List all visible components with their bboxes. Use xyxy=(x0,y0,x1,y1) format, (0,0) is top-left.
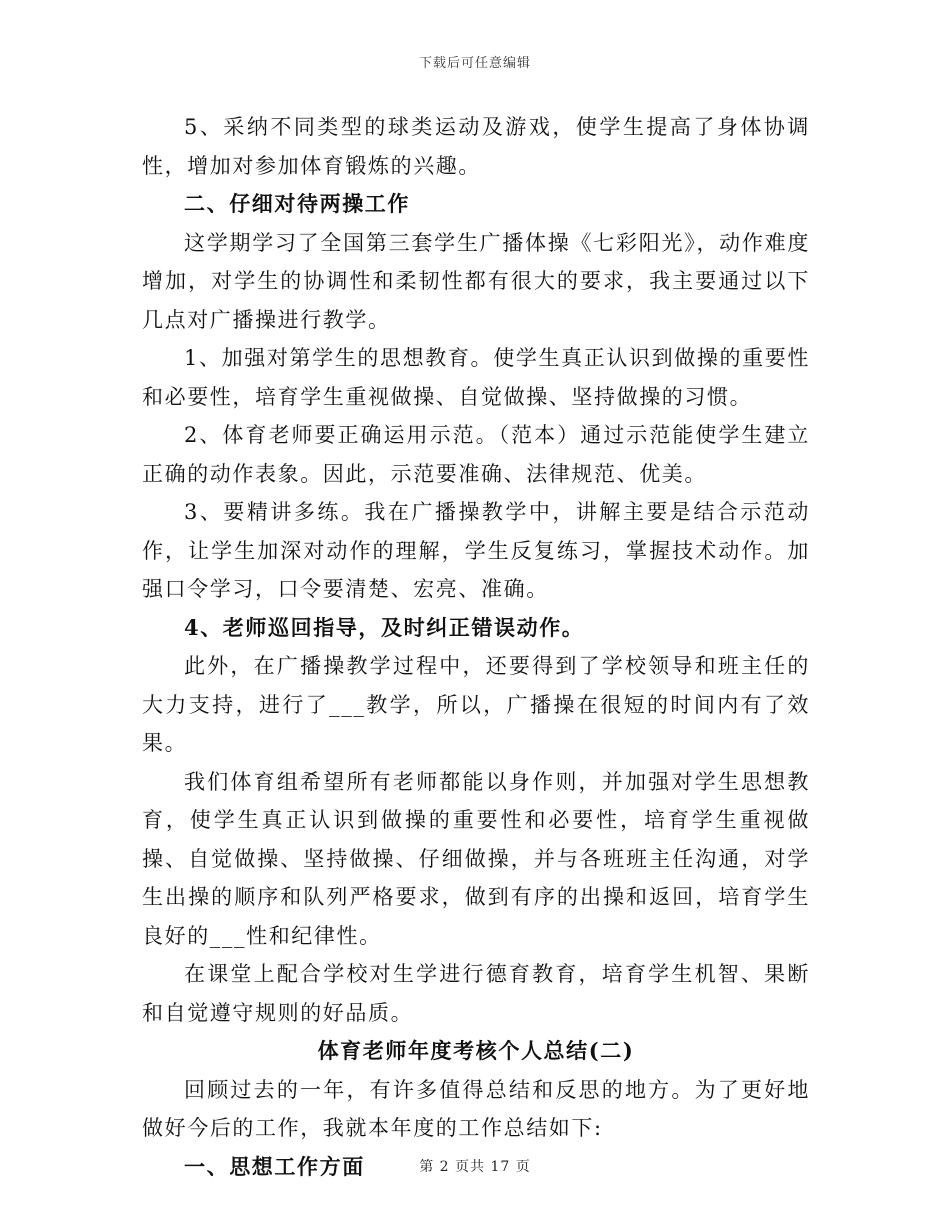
subheading-4: 4、老师巡回指导，及时纠正错误动作。 xyxy=(184,614,585,640)
paragraph-6: 此外，在广播操教学过程中，还要得到了学校领导和班主任的大力支持，进行了___教学，所以，广播操在很短的时间内有了效果。 xyxy=(142,654,810,755)
paragraph-2: 这学期学习了全国第三套学生广播体操《七彩阳光》，动作难度增加，对学生的协调性和柔韧性都有很大的要求，我主要通过以下几点对广播操进行教学。 xyxy=(142,230,810,332)
document-title-2: 体育老师年度考核个人总结(二) xyxy=(317,1038,635,1063)
paragraph-3: 1、加强对第学生的思想教育。使学生真正认识到做操的重要性和必要性，培育学生重视做操、自觉做操、坚持做操的习惯。 xyxy=(142,346,810,409)
paragraph-1: 5、采纳不同类型的球类运动及游戏，使学生提高了身体协调性，增加对参加体育锻炼的兴趣。 xyxy=(142,115,810,178)
document-body xyxy=(142,108,810,1186)
paragraph-7: 我们体育组希望所有老师都能以身作则，并加强对学生思想教育，使学生真正认识到做操的重要性和必要性，培育学生重视做操、自觉做操、坚持做操、仔细做操，并与各班班主任沟通，对学生出操的顺序和队列严格要求，做到有序的出操和返回，培育学生良好的___性和纪律性。 xyxy=(142,769,810,948)
section-heading-2: 二、仔细对待两操工作 xyxy=(184,191,410,216)
paragraph-8: 在课堂上配合学校对生学进行德育教育，培育学生机智、果断和自觉遵守规则的好品质。 xyxy=(142,962,810,1025)
paragraph-4: 2、体育老师要正确运用示范。（范本）通过示范能使学生建立正确的动作表象。因此，示范要准确、法律规范、优美。 xyxy=(142,423,810,486)
page-footer: 第 2 页共 17 页 xyxy=(419,1159,531,1175)
paragraph-5: 3、要精讲多练。我在广播操教学中，讲解主要是结合示范动作，让学生加深对动作的理解，学生反复练习，掌握技术动作。加强口令学习，口令要清楚、宏亮、准确。 xyxy=(142,500,810,601)
paragraph-9: 回顾过去的一年，有许多值得总结和反思的地方。为了更好地做好今后的工作，我就本年度的工作总结如下: xyxy=(142,1077,810,1140)
section-heading-1: 一、思想工作方面 xyxy=(184,1153,365,1179)
page-header: 下载后可任意编辑 xyxy=(418,56,531,71)
